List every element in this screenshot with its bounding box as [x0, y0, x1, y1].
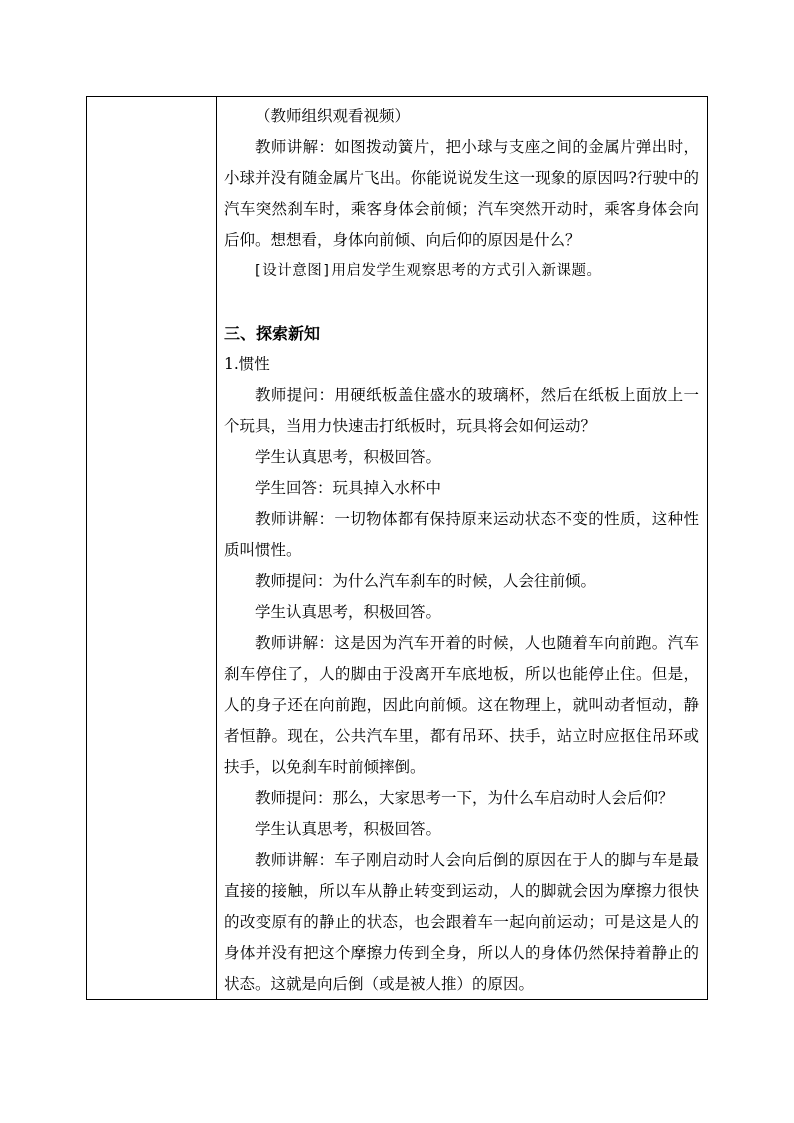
section-title: 三、探索新知 — [224, 324, 321, 343]
subsection-title: 1.惯性 — [224, 355, 270, 373]
paragraph: 教师讲解：一切物体都有保持原来运动状态不变的性质，这种性质叫惯性。 — [224, 510, 699, 559]
paragraph: 学生认真思考，积极回答。 — [255, 603, 442, 621]
intro-paragraph-video: （教师组织观看视频） — [255, 107, 411, 125]
design-intent: [设计意图]用启发学生观察思考的方式引入新课题。 — [253, 263, 602, 279]
paragraph: 教师提问：为什么汽车刹车的时候，人会往前倾。 — [255, 572, 597, 590]
paragraph: 教师提问：用硬纸板盖住盛水的玻璃杯，然后在纸板上面放上一个玩具，当用力快速击打纸板时，玩具将会如何运动？ — [224, 386, 699, 435]
table-content-cell — [218, 97, 707, 999]
paragraph: 教师讲解：车子刚启动时人会向后倒的原因在于人的脚与车是最直接的接触，所以车从静止转变到运动，人的脚就会因为摩擦力很快的改变原有的静止的状态，也会跟着车一起向前运动；可是这是人的身体并没有把这个摩擦力传到全身，所以人的身体仍然保持着静止的状态。这就是向后倒（或是被人推）的原因。 — [224, 851, 699, 993]
paragraph: 教师提问：那么，大家思考一下，为什么车启动时人会后仰？ — [255, 789, 674, 807]
paragraph: 学生回答：玩具掉入水杯中 — [255, 479, 442, 497]
paragraph: 学生认真思考，积极回答。 — [255, 448, 442, 466]
paragraph: 学生认真思考，积极回答。 — [255, 820, 442, 838]
intro-paragraph-explanation: 教师讲解：如图拨动簧片，把小球与支座之间的金属片弹出时，小球并没有随金属片飞出。你能说说发生这一现象的原因吗?行驶中的汽车突然刹车时，乘客身体会前倾；汽车突然开动时，乘客身体会向后仰。想想看，身体向前倾、向后仰的原因是什么？ — [224, 138, 699, 249]
paragraph: 教师讲解：这是因为汽车开着的时候，人也随着车向前跑。汽车刹车停住了，人的脚由于没离开车底地板，所以也能停止住。但是，人的身子还在向前跑，因此向前倾。这在物理上，就叫动者恒动，静者恒静。现在，公共汽车里，都有吊环、扶手，站立时应抠住吊环或扶手，以免刹车时前倾摔倒。 — [224, 634, 699, 776]
lesson-table — [86, 96, 708, 1000]
table-left-cell — [87, 97, 217, 999]
